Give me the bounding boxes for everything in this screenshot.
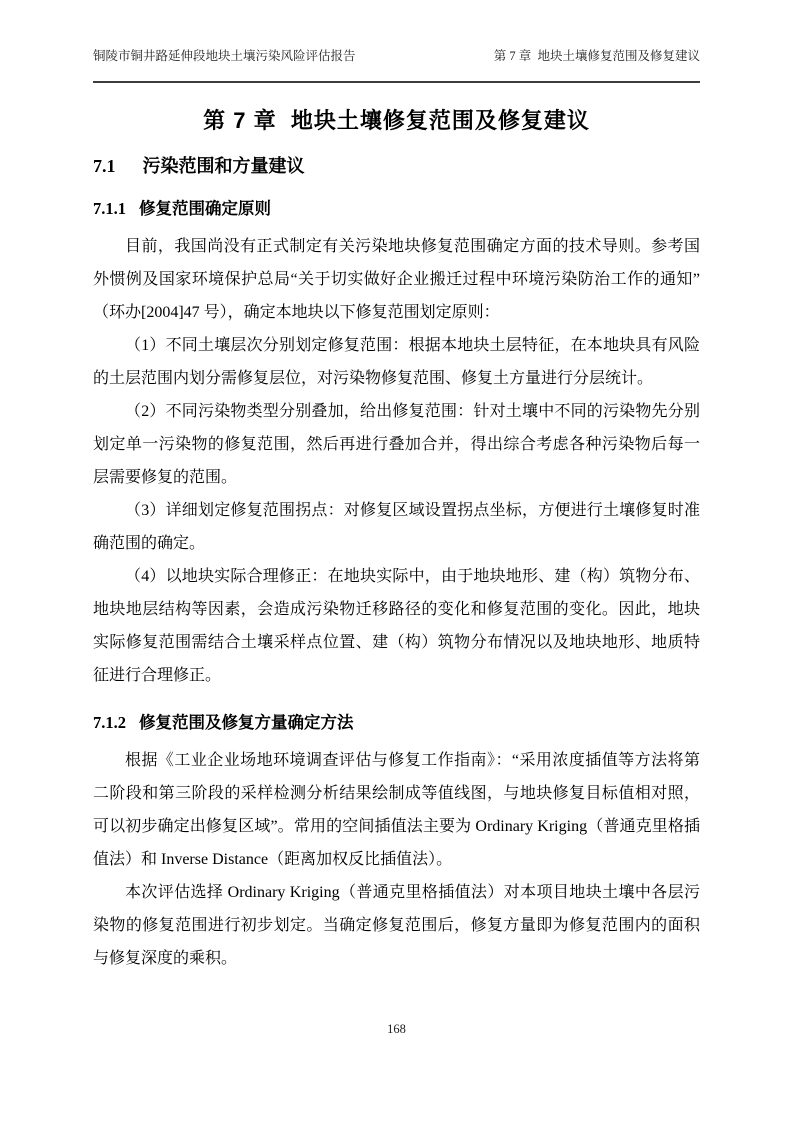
header-left-title: 铜陵市铜井路延伸段地块土壤污染风险评估报告 xyxy=(93,49,356,63)
paragraph: （3）详细划定修复范围拐点：对修复区域设置拐点坐标，方便进行土壤修复时准确范围的确定。 xyxy=(93,502,700,552)
chapter-title: 第 7 章 地块土壤修复范围及修复建议 xyxy=(203,108,590,133)
paragraph: 根据《工业企业场地环境调查评估与修复工作指南》：“采用浓度插值等方法将第二阶段和第三阶段的采样检测分析结果绘制成等值线图，与地块修复目标值相对照，可以初步确定出修复区域”。常用的空间插值法主要为 Ordinary Kriging（普通克里格插值法）和 Inverse Distance（距离加权反比插值法）。 xyxy=(93,752,700,868)
content-blocks xyxy=(93,154,700,975)
document-body xyxy=(93,96,700,975)
paragraph: （1）不同土壤层次分别划定修复范围：根据本地块土层特征，在本地块具有风险的土层范围内划分需修复层位，对污染物修复范围、修复土方量进行分层统计。 xyxy=(93,337,700,387)
section-heading-7.1.2 xyxy=(93,712,700,734)
section-number: 7.1.1 xyxy=(93,199,126,218)
section-title: 污染范围和方量建议 xyxy=(142,156,305,176)
section-heading-7.1 xyxy=(93,154,700,178)
paragraph: （4）以地块实际合理修正：在地块实际中，由于地块地形、建（构）筑物分布、地块地层结构等因素，会造成污染物迁移路径的变化和修复范围的变化。因此，地块实际修复范围需结合土壤采样点位置、建（构）筑物分布情况以及地块地形、地质特征进行合理修正。 xyxy=(93,568,700,684)
page-number: 168 xyxy=(387,1022,406,1036)
section-number: 7.1.2 xyxy=(93,713,126,732)
header-right-title: 第 7 章 地块土壤修复范围及修复建议 xyxy=(493,49,700,63)
page-header xyxy=(93,48,700,83)
paragraph: （2）不同污染物类型分别叠加，给出修复范围：针对土壤中不同的污染物先分别划定单一污染物的修复范围，然后再进行叠加合并，得出综合考虑各种污染物后每一层需要修复的范围。 xyxy=(93,403,700,486)
section-number: 7.1 xyxy=(93,156,116,176)
section-title: 修复范围及修复方量确定方法 xyxy=(139,714,354,732)
paragraph: 本次评估选择 Ordinary Kriging（普通克里格插值法）对本项目地块土壤中各层污染物的修复范围进行初步划定。当确定修复范围后，修复方量即为修复范围内的面积与修复深度的乘积。 xyxy=(93,884,700,967)
paragraph: 目前，我国尚没有正式制定有关污染地块修复范围确定方面的技术导则。参考国外惯例及国家环境保护总局“关于切实做好企业搬迁过程中环境污染防治工作的通知”（环办[2004]47 号），确定本地块以下修复范围划定原则： xyxy=(93,238,700,321)
page-footer xyxy=(0,1022,793,1037)
section-title: 修复范围确定原则 xyxy=(139,200,271,218)
section-heading-7.1.1 xyxy=(93,198,700,220)
